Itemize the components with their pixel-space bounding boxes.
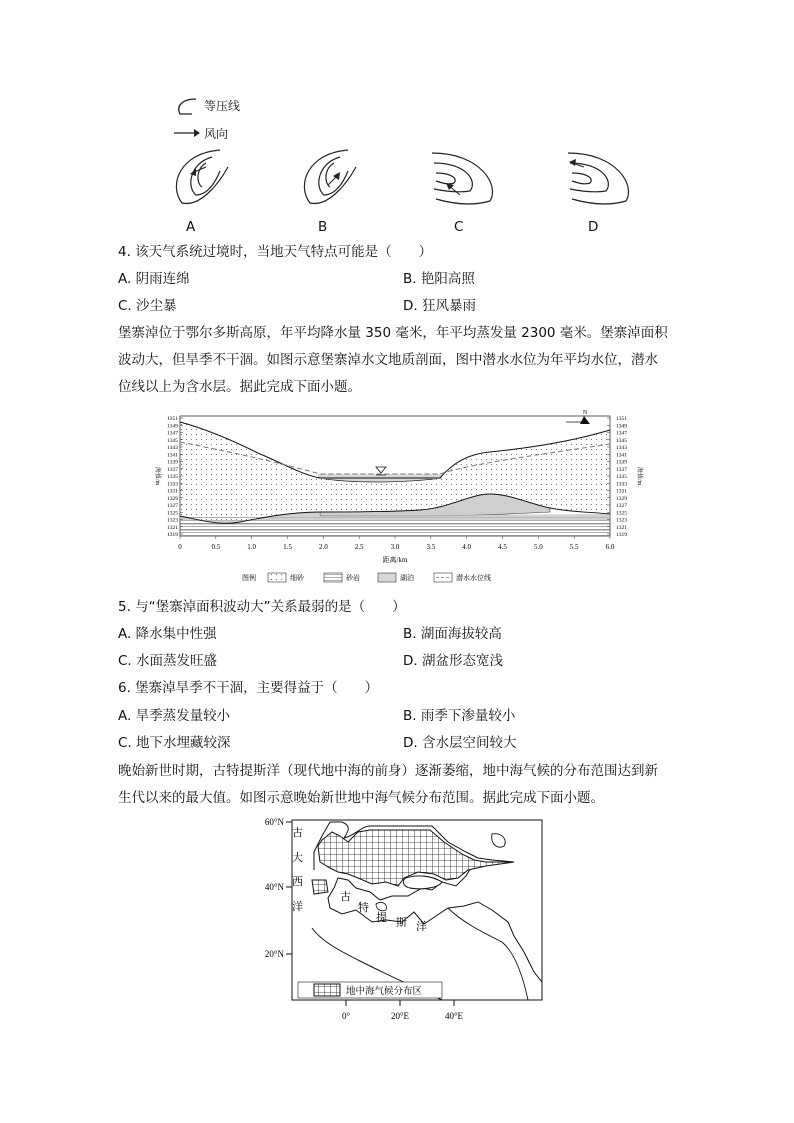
y-tick-label: 1323	[167, 517, 178, 524]
x-tick-label: 4.5	[498, 543, 507, 551]
x-tick-label: 3.5	[426, 543, 436, 551]
passage2-line2: 生代以来的最大值。如图示意晚始新世地中海气候分布范围。据此完成下面小题。	[118, 790, 604, 806]
hydrogeology-profile	[150, 408, 644, 588]
y-tick-label: 1341	[616, 452, 627, 459]
x-tick-label: 6.0	[605, 543, 615, 551]
isobar-legend-label: 等压线	[204, 99, 241, 113]
q6-option-b: B. 雨季下渗量较小	[403, 708, 516, 724]
x-tick-label: 2.5	[354, 543, 364, 551]
y-tick-label: 1349	[167, 423, 178, 430]
q4-option-a: A. 阴雨连绵	[118, 271, 190, 287]
y-tick-label: 1331	[616, 488, 627, 495]
lon-40e: 40°E	[444, 1011, 464, 1021]
y-tick-label: 1337	[616, 466, 627, 473]
y-tick-label: 1351	[616, 416, 627, 422]
q4-option-c: C. 沙尘暴	[118, 298, 177, 314]
y-tick-label: 1345	[167, 437, 178, 444]
q6-stem: 6. 堡寨淖旱季不干涸，主要得益于（ ）	[118, 680, 379, 696]
y-tick-label: 1329	[616, 495, 627, 502]
y-tick-label: 1331	[167, 488, 178, 495]
legend-lake: 湖泊	[400, 574, 414, 582]
lon-20e: 20°E	[390, 1011, 410, 1021]
q5-option-d: D. 湖盆形态宽浅	[403, 653, 503, 669]
x-tick-label: 5.0	[533, 543, 543, 551]
option-d-label: D	[588, 219, 599, 235]
lake-swatch	[378, 573, 396, 582]
q4-option-d: D. 狂风暴雨	[403, 298, 476, 314]
y-tick-label: 1323	[616, 517, 627, 524]
atlantic-char-4: 洋	[292, 901, 303, 913]
tethys-char-1: 古	[340, 891, 351, 903]
q6-option-a: A. 旱季蒸发量较小	[118, 708, 231, 724]
q4-option-b: B. 艳阳高照	[403, 271, 475, 287]
fine-sand-swatch	[268, 573, 286, 582]
q6-option-c: C. 地下水埋藏较深	[118, 735, 231, 751]
y-tick-label: 1335	[616, 474, 627, 480]
x-tick-label: 0.5	[211, 543, 221, 551]
lat-40n: 40°N	[264, 882, 284, 892]
legend-fine-sand: 细砂	[290, 574, 304, 582]
x-tick-label: 2.0	[318, 543, 328, 551]
x-tick-label: 4.0	[462, 543, 472, 551]
y-tick-label: 1319	[167, 532, 178, 538]
y-tick-label: 1325	[167, 510, 178, 517]
lat-60n: 60°N	[264, 817, 284, 827]
x-tick-label: 0	[178, 543, 182, 551]
wind-legend-label: 风向	[204, 127, 229, 141]
y-tick-label: 1341	[167, 452, 178, 459]
atlantic-char-2: 大	[292, 852, 303, 864]
passage1-line1: 堡寨淖位于鄂尔多斯高原，年平均降水量 350 毫米，年平均蒸发量 2300 毫米。堡寨淖面积	[118, 325, 668, 341]
tethys-char-5: 洋	[416, 921, 427, 933]
option-c-label: C	[454, 219, 464, 235]
profile-legend-title: 图例	[242, 574, 256, 582]
option-d-diagram	[568, 153, 629, 204]
sandstone-swatch	[324, 573, 342, 582]
q5-option-b: B. 湖面海拔较高	[403, 626, 502, 642]
lat-20n: 20°N	[264, 949, 284, 959]
y-tick-label: 1321	[616, 524, 627, 531]
q5-option-a: A. 降水集中性强	[118, 626, 217, 642]
legend-water-table: 潜水水位线	[456, 574, 491, 582]
y-tick-label: 1339	[167, 459, 178, 466]
y-tick-label: 1343	[616, 445, 627, 451]
y-tick-label: 1319	[616, 532, 627, 538]
atlantic-char-1: 古	[292, 827, 303, 839]
y-tick-label: 1325	[616, 510, 627, 517]
q6-option-d: D. 含水层空间较大	[403, 735, 517, 751]
x-tick-label: 1.5	[283, 543, 292, 551]
mediterranean-climate-swatch	[314, 984, 340, 996]
y-tick-label: 1339	[616, 459, 627, 466]
q5-option-c: C. 水面蒸发旺盛	[118, 653, 218, 669]
y-tick-label: 1345	[616, 437, 627, 444]
paleo-climate-map	[252, 812, 552, 1030]
y-tick-label: 1321	[167, 524, 178, 531]
x-tick-label: 1.0	[247, 543, 257, 551]
tethys-char-3: 提	[376, 912, 387, 924]
y-tick-label: 1347	[616, 430, 627, 437]
option-a-label: A	[186, 219, 196, 235]
y-tick-label: 1347	[167, 430, 178, 437]
y-tick-label: 1337	[167, 466, 178, 473]
y-tick-label: 1327	[167, 503, 178, 509]
y-tick-label: 1333	[167, 481, 178, 488]
y-axis-label-right: 海拔/m	[636, 466, 642, 486]
isobar-symbol-icon	[172, 96, 202, 118]
tethys-char-2: 特	[358, 902, 369, 914]
option-a-diagram	[176, 150, 228, 203]
option-c-diagram	[432, 153, 493, 204]
q5-stem: 5. 与“堡寨淖面积波动大”关系最弱的是（ ）	[118, 599, 406, 615]
lon-0: 0°	[341, 1011, 351, 1021]
passage1-line3: 位线以上为含水层。据此完成下面小题。	[118, 379, 361, 395]
x-ticks	[178, 536, 615, 551]
passage1-line2: 波动大，但旱季不干涸。如图示意堡寨淖水文地质剖面，图中潜水水位为年平均水位，潜水	[118, 352, 658, 368]
atlantic-char-3: 西	[292, 876, 303, 888]
option-b-diagram	[304, 150, 356, 203]
x-tick-label: 3.0	[390, 543, 400, 551]
north-label: N	[582, 410, 588, 416]
option-b-label: B	[318, 219, 328, 235]
y-tick-label: 1343	[167, 445, 178, 451]
weather-system-diagrams	[160, 145, 640, 215]
x-axis-label: 距离/km	[382, 556, 408, 564]
y-tick-label: 1333	[616, 481, 627, 488]
passage2-line1: 晚始新世时期，古特提斯洋（现代地中海的前身）逐渐萎缩，地中海气候的分布范围达到新	[118, 763, 658, 779]
q4-stem: 4. 该天气系统过境时，当地天气特点可能是（ ）	[118, 244, 433, 260]
y-tick-label: 1327	[616, 503, 627, 509]
y-tick-label: 1335	[167, 474, 178, 480]
y-tick-label: 1349	[616, 423, 627, 430]
y-tick-label: 1351	[167, 416, 178, 422]
wind-arrow-icon	[172, 126, 202, 140]
y-tick-label: 1329	[167, 495, 178, 502]
weather-legend	[170, 94, 290, 144]
y-axis-label-left: 海拔/m	[154, 466, 160, 486]
legend-sandstone: 砂岩	[346, 574, 360, 582]
tethys-char-4: 斯	[396, 917, 407, 929]
map-legend-label: 地中海气候分布区	[346, 987, 423, 997]
x-tick-label: 5.5	[569, 543, 579, 551]
